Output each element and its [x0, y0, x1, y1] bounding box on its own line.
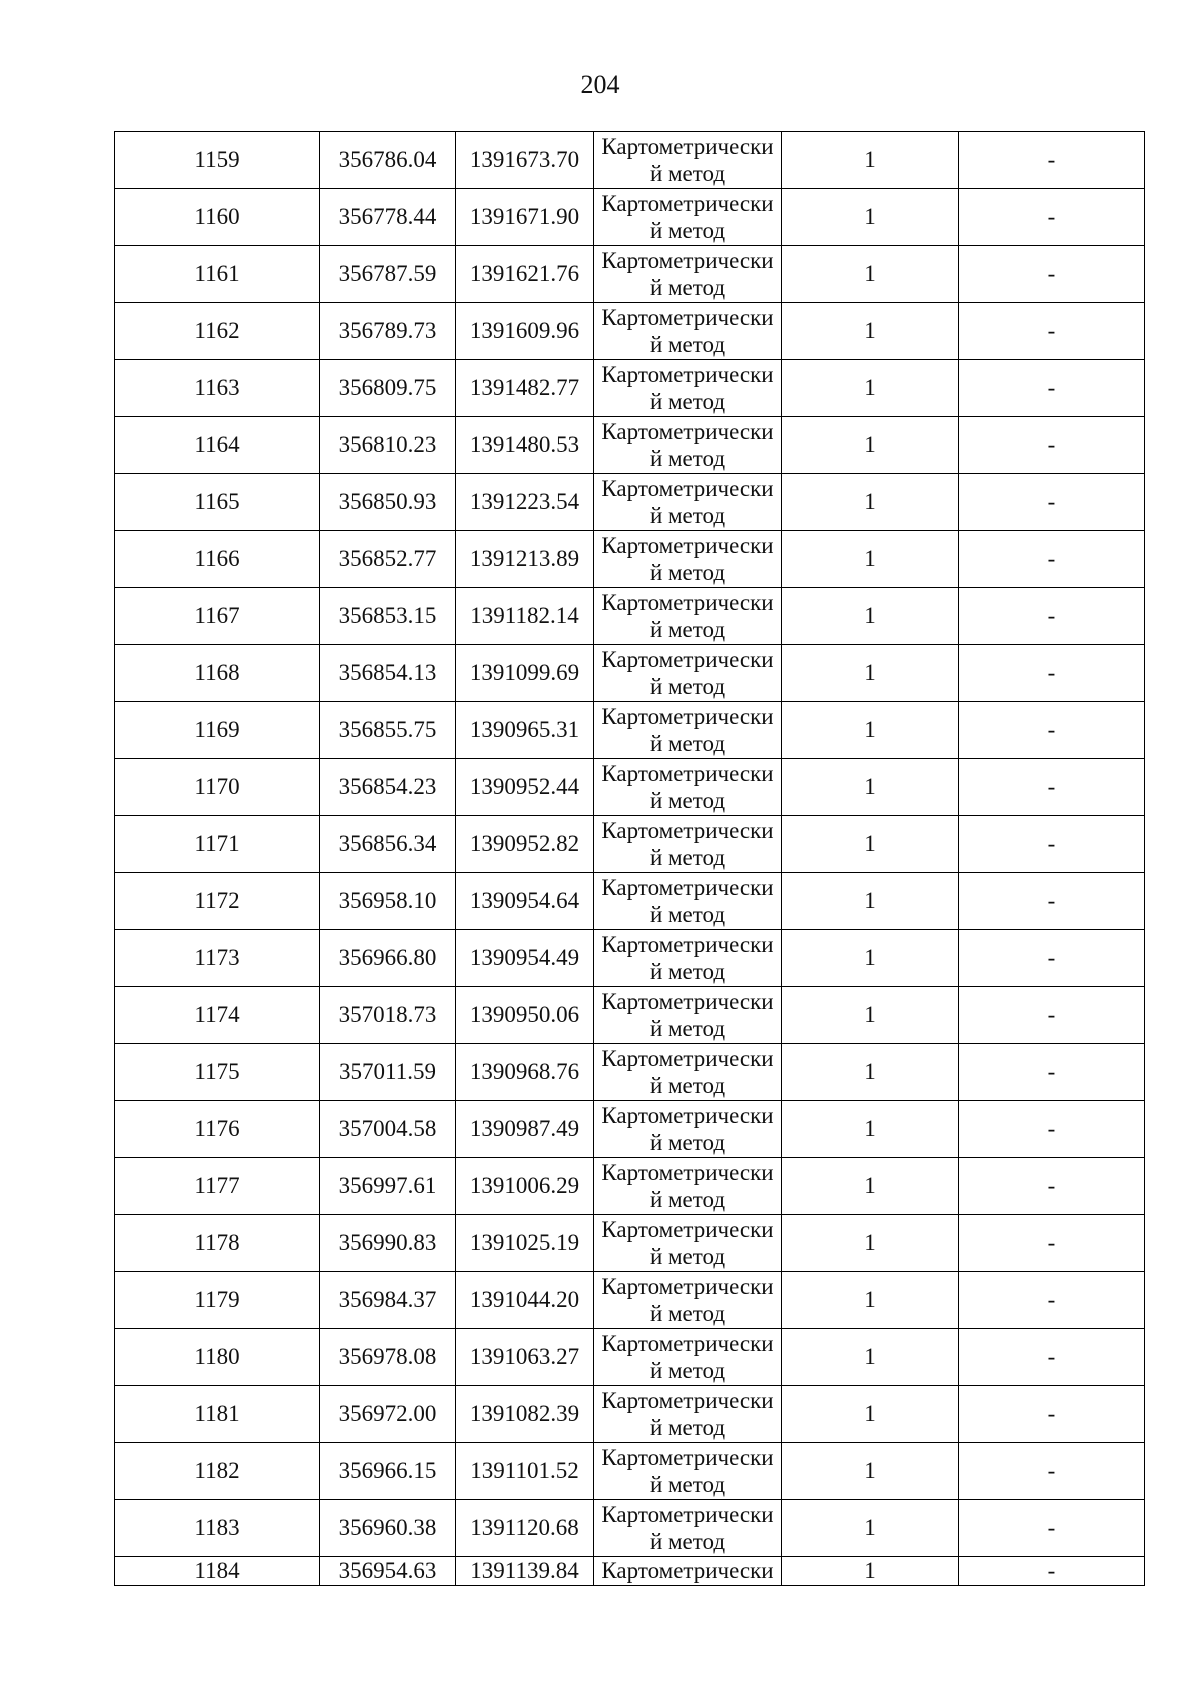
- note-cell: -: [959, 474, 1145, 531]
- y-coordinate-cell: 1391609.96: [456, 303, 594, 360]
- table-row: [115, 759, 1145, 816]
- note-cell: -: [959, 588, 1145, 645]
- note-cell: -: [959, 930, 1145, 987]
- method-cell: [594, 1272, 782, 1329]
- method-cell: [594, 930, 782, 987]
- point-number-cell: 1168: [115, 645, 320, 702]
- x-coordinate-cell: 356855.75: [320, 702, 456, 759]
- method-text: Картометрический метод: [601, 476, 774, 528]
- x-coordinate-cell: 356787.59: [320, 246, 456, 303]
- method-text: Картометрический метод: [601, 248, 774, 300]
- x-coordinate-cell: 356854.23: [320, 759, 456, 816]
- accuracy-cell: 1: [782, 759, 959, 816]
- point-number-cell: 1170: [115, 759, 320, 816]
- point-number-cell: 1166: [115, 531, 320, 588]
- table-row: [115, 873, 1145, 930]
- method-cell: [594, 1386, 782, 1443]
- note-cell: -: [959, 1044, 1145, 1101]
- y-coordinate-cell: 1391482.77: [456, 360, 594, 417]
- x-coordinate-cell: 356960.38: [320, 1500, 456, 1557]
- table-row: [115, 189, 1145, 246]
- point-number-cell: 1159: [115, 132, 320, 189]
- table-row: [115, 816, 1145, 873]
- point-number-cell: 1175: [115, 1044, 320, 1101]
- x-coordinate-cell: 356850.93: [320, 474, 456, 531]
- table-row: [115, 474, 1145, 531]
- method-text: Картометрический метод: [601, 305, 774, 357]
- y-coordinate-cell: 1391063.27: [456, 1329, 594, 1386]
- point-number-cell: 1183: [115, 1500, 320, 1557]
- x-coordinate-cell: 356997.61: [320, 1158, 456, 1215]
- point-number-cell: 1177: [115, 1158, 320, 1215]
- note-cell: -: [959, 987, 1145, 1044]
- accuracy-cell: 1: [782, 816, 959, 873]
- table-row: [115, 531, 1145, 588]
- x-coordinate-cell: 356852.77: [320, 531, 456, 588]
- x-coordinate-cell: 356984.37: [320, 1272, 456, 1329]
- accuracy-cell: 1: [782, 645, 959, 702]
- point-number-cell: 1167: [115, 588, 320, 645]
- note-cell: -: [959, 1329, 1145, 1386]
- y-coordinate-cell: 1391673.70: [456, 132, 594, 189]
- note-cell: -: [959, 360, 1145, 417]
- accuracy-cell: 1: [782, 1329, 959, 1386]
- method-cell: [594, 1158, 782, 1215]
- note-cell: -: [959, 189, 1145, 246]
- y-coordinate-cell: 1391671.90: [456, 189, 594, 246]
- method-cell: [594, 1443, 782, 1500]
- method-cell: [594, 474, 782, 531]
- method-text: Картометрический метод: [601, 134, 774, 186]
- y-coordinate-cell: 1391223.54: [456, 474, 594, 531]
- point-number-cell: 1164: [115, 417, 320, 474]
- note-cell: -: [959, 645, 1145, 702]
- accuracy-cell: 1: [782, 132, 959, 189]
- accuracy-cell: 1: [782, 987, 959, 1044]
- table-row: [115, 987, 1145, 1044]
- table-row: [115, 246, 1145, 303]
- method-text: Картометрический метод: [601, 1160, 774, 1212]
- accuracy-cell: 1: [782, 1044, 959, 1101]
- accuracy-cell: 1: [782, 1215, 959, 1272]
- method-text: Картометрический метод: [601, 1502, 774, 1554]
- point-number-cell: 1165: [115, 474, 320, 531]
- table-row: [115, 588, 1145, 645]
- point-number-cell: 1181: [115, 1386, 320, 1443]
- method-cell: [594, 1557, 782, 1586]
- x-coordinate-cell: 357011.59: [320, 1044, 456, 1101]
- y-coordinate-cell: 1390952.44: [456, 759, 594, 816]
- table-row: [115, 1272, 1145, 1329]
- method-text: Картометрический метод: [601, 1046, 774, 1098]
- point-number-cell: 1180: [115, 1329, 320, 1386]
- accuracy-cell: 1: [782, 531, 959, 588]
- note-cell: -: [959, 1386, 1145, 1443]
- note-cell: -: [959, 1272, 1145, 1329]
- table-row: [115, 1443, 1145, 1500]
- point-number-cell: 1171: [115, 816, 320, 873]
- method-text: Картометрический метод: [601, 1445, 774, 1497]
- method-text: Картометрический метод: [601, 590, 774, 642]
- y-coordinate-cell: 1391182.14: [456, 588, 594, 645]
- x-coordinate-cell: 356786.04: [320, 132, 456, 189]
- x-coordinate-cell: 356978.08: [320, 1329, 456, 1386]
- method-cell: [594, 360, 782, 417]
- accuracy-cell: 1: [782, 1557, 959, 1586]
- y-coordinate-cell: 1391082.39: [456, 1386, 594, 1443]
- point-number-cell: 1179: [115, 1272, 320, 1329]
- x-coordinate-cell: 356856.34: [320, 816, 456, 873]
- method-cell: [594, 132, 782, 189]
- method-text: Картометрический метод: [601, 419, 774, 471]
- table-row: [115, 1329, 1145, 1386]
- method-text: Картометрический метод: [601, 191, 774, 243]
- table-row: [115, 1215, 1145, 1272]
- point-number-cell: 1174: [115, 987, 320, 1044]
- note-cell: -: [959, 531, 1145, 588]
- point-number-cell: 1162: [115, 303, 320, 360]
- method-cell: [594, 189, 782, 246]
- note-cell: -: [959, 702, 1145, 759]
- method-cell: [594, 531, 782, 588]
- method-cell: [594, 873, 782, 930]
- method-text: Картометрический метод: [601, 1103, 774, 1155]
- x-coordinate-cell: 356966.15: [320, 1443, 456, 1500]
- method-text: Картометрический метод: [601, 1274, 774, 1326]
- x-coordinate-cell: 356972.00: [320, 1386, 456, 1443]
- x-coordinate-cell: 356810.23: [320, 417, 456, 474]
- accuracy-cell: 1: [782, 189, 959, 246]
- method-text: Картометрический метод: [601, 704, 774, 756]
- note-cell: -: [959, 1500, 1145, 1557]
- table-row: [115, 1557, 1145, 1586]
- x-coordinate-cell: 356789.73: [320, 303, 456, 360]
- note-cell: -: [959, 1443, 1145, 1500]
- point-number-cell: 1161: [115, 246, 320, 303]
- y-coordinate-cell: 1391621.76: [456, 246, 594, 303]
- y-coordinate-cell: 1391006.29: [456, 1158, 594, 1215]
- accuracy-cell: 1: [782, 1158, 959, 1215]
- method-cell: [594, 1215, 782, 1272]
- method-text: Картометрический метод: [601, 1217, 774, 1269]
- point-number-cell: 1184: [115, 1557, 320, 1586]
- method-cell: [594, 1329, 782, 1386]
- point-number-cell: 1178: [115, 1215, 320, 1272]
- method-cell: [594, 759, 782, 816]
- method-cell: [594, 987, 782, 1044]
- x-coordinate-cell: 356853.15: [320, 588, 456, 645]
- table-row: [115, 303, 1145, 360]
- method-text: Картометрический метод: [601, 533, 774, 585]
- y-coordinate-cell: 1391139.84: [456, 1557, 594, 1586]
- note-cell: -: [959, 417, 1145, 474]
- method-cell: [594, 702, 782, 759]
- accuracy-cell: 1: [782, 1101, 959, 1158]
- y-coordinate-cell: 1391044.20: [456, 1272, 594, 1329]
- table-row: [115, 1101, 1145, 1158]
- table-row: [115, 1044, 1145, 1101]
- accuracy-cell: 1: [782, 417, 959, 474]
- table-row: [115, 1500, 1145, 1557]
- table-row: [115, 702, 1145, 759]
- note-cell: -: [959, 1158, 1145, 1215]
- method-cell: [594, 417, 782, 474]
- point-number-cell: 1176: [115, 1101, 320, 1158]
- note-cell: -: [959, 303, 1145, 360]
- note-cell: -: [959, 1215, 1145, 1272]
- point-number-cell: 1163: [115, 360, 320, 417]
- x-coordinate-cell: 356966.80: [320, 930, 456, 987]
- accuracy-cell: 1: [782, 246, 959, 303]
- y-coordinate-cell: 1391099.69: [456, 645, 594, 702]
- accuracy-cell: 1: [782, 588, 959, 645]
- coordinates-table: [114, 131, 1145, 1586]
- point-number-cell: 1172: [115, 873, 320, 930]
- x-coordinate-cell: 356954.63: [320, 1557, 456, 1586]
- method-cell: [594, 1101, 782, 1158]
- y-coordinate-cell: 1390952.82: [456, 816, 594, 873]
- x-coordinate-cell: 356778.44: [320, 189, 456, 246]
- x-coordinate-cell: 357004.58: [320, 1101, 456, 1158]
- method-text: Картометрический метод: [601, 875, 774, 927]
- table-row: [115, 360, 1145, 417]
- point-number-cell: 1173: [115, 930, 320, 987]
- accuracy-cell: 1: [782, 360, 959, 417]
- y-coordinate-cell: 1391101.52: [456, 1443, 594, 1500]
- x-coordinate-cell: 356854.13: [320, 645, 456, 702]
- note-cell: -: [959, 1101, 1145, 1158]
- y-coordinate-cell: 1390954.64: [456, 873, 594, 930]
- accuracy-cell: 1: [782, 930, 959, 987]
- y-coordinate-cell: 1391025.19: [456, 1215, 594, 1272]
- method-text: Картометрический метод: [601, 1388, 774, 1440]
- y-coordinate-cell: 1390968.76: [456, 1044, 594, 1101]
- y-coordinate-cell: 1390950.06: [456, 987, 594, 1044]
- method-text: Картометрический метод: [601, 362, 774, 414]
- y-coordinate-cell: 1391120.68: [456, 1500, 594, 1557]
- method-cell: [594, 816, 782, 873]
- method-cell: [594, 1500, 782, 1557]
- method-text: Картометрический метод: [601, 932, 774, 984]
- method-text: Картометрический метод: [601, 761, 774, 813]
- accuracy-cell: 1: [782, 1443, 959, 1500]
- note-cell: -: [959, 246, 1145, 303]
- note-cell: -: [959, 816, 1145, 873]
- y-coordinate-cell: 1391480.53: [456, 417, 594, 474]
- accuracy-cell: 1: [782, 1386, 959, 1443]
- point-number-cell: 1169: [115, 702, 320, 759]
- note-cell: -: [959, 1557, 1145, 1586]
- accuracy-cell: 1: [782, 1500, 959, 1557]
- y-coordinate-cell: 1390954.49: [456, 930, 594, 987]
- y-coordinate-cell: 1391213.89: [456, 531, 594, 588]
- x-coordinate-cell: 357018.73: [320, 987, 456, 1044]
- method-text: Картометрический метод: [601, 989, 774, 1041]
- table-row: [115, 930, 1145, 987]
- method-cell: [594, 246, 782, 303]
- method-text: Картометрический метод: [601, 1331, 774, 1383]
- page-number: 204: [580, 70, 620, 99]
- y-coordinate-cell: 1390965.31: [456, 702, 594, 759]
- x-coordinate-cell: 356809.75: [320, 360, 456, 417]
- table-row: [115, 645, 1145, 702]
- accuracy-cell: 1: [782, 474, 959, 531]
- accuracy-cell: 1: [782, 303, 959, 360]
- point-number-cell: 1182: [115, 1443, 320, 1500]
- method-text: Картометрический метод: [601, 647, 774, 699]
- note-cell: -: [959, 132, 1145, 189]
- y-coordinate-cell: 1390987.49: [456, 1101, 594, 1158]
- table-body: [115, 132, 1145, 1586]
- note-cell: -: [959, 873, 1145, 930]
- method-cell: [594, 303, 782, 360]
- method-cell: [594, 1044, 782, 1101]
- x-coordinate-cell: 356958.10: [320, 873, 456, 930]
- method-cell: [594, 645, 782, 702]
- table-row: [115, 1158, 1145, 1215]
- table-row: [115, 417, 1145, 474]
- table-row: [115, 132, 1145, 189]
- method-cell: [594, 588, 782, 645]
- accuracy-cell: 1: [782, 873, 959, 930]
- accuracy-cell: 1: [782, 1272, 959, 1329]
- table-row: [115, 1386, 1145, 1443]
- point-number-cell: 1160: [115, 189, 320, 246]
- x-coordinate-cell: 356990.83: [320, 1215, 456, 1272]
- accuracy-cell: 1: [782, 702, 959, 759]
- method-text: Картометрический метод: [601, 818, 774, 870]
- note-cell: -: [959, 759, 1145, 816]
- method-text: Картометрически: [601, 1558, 774, 1583]
